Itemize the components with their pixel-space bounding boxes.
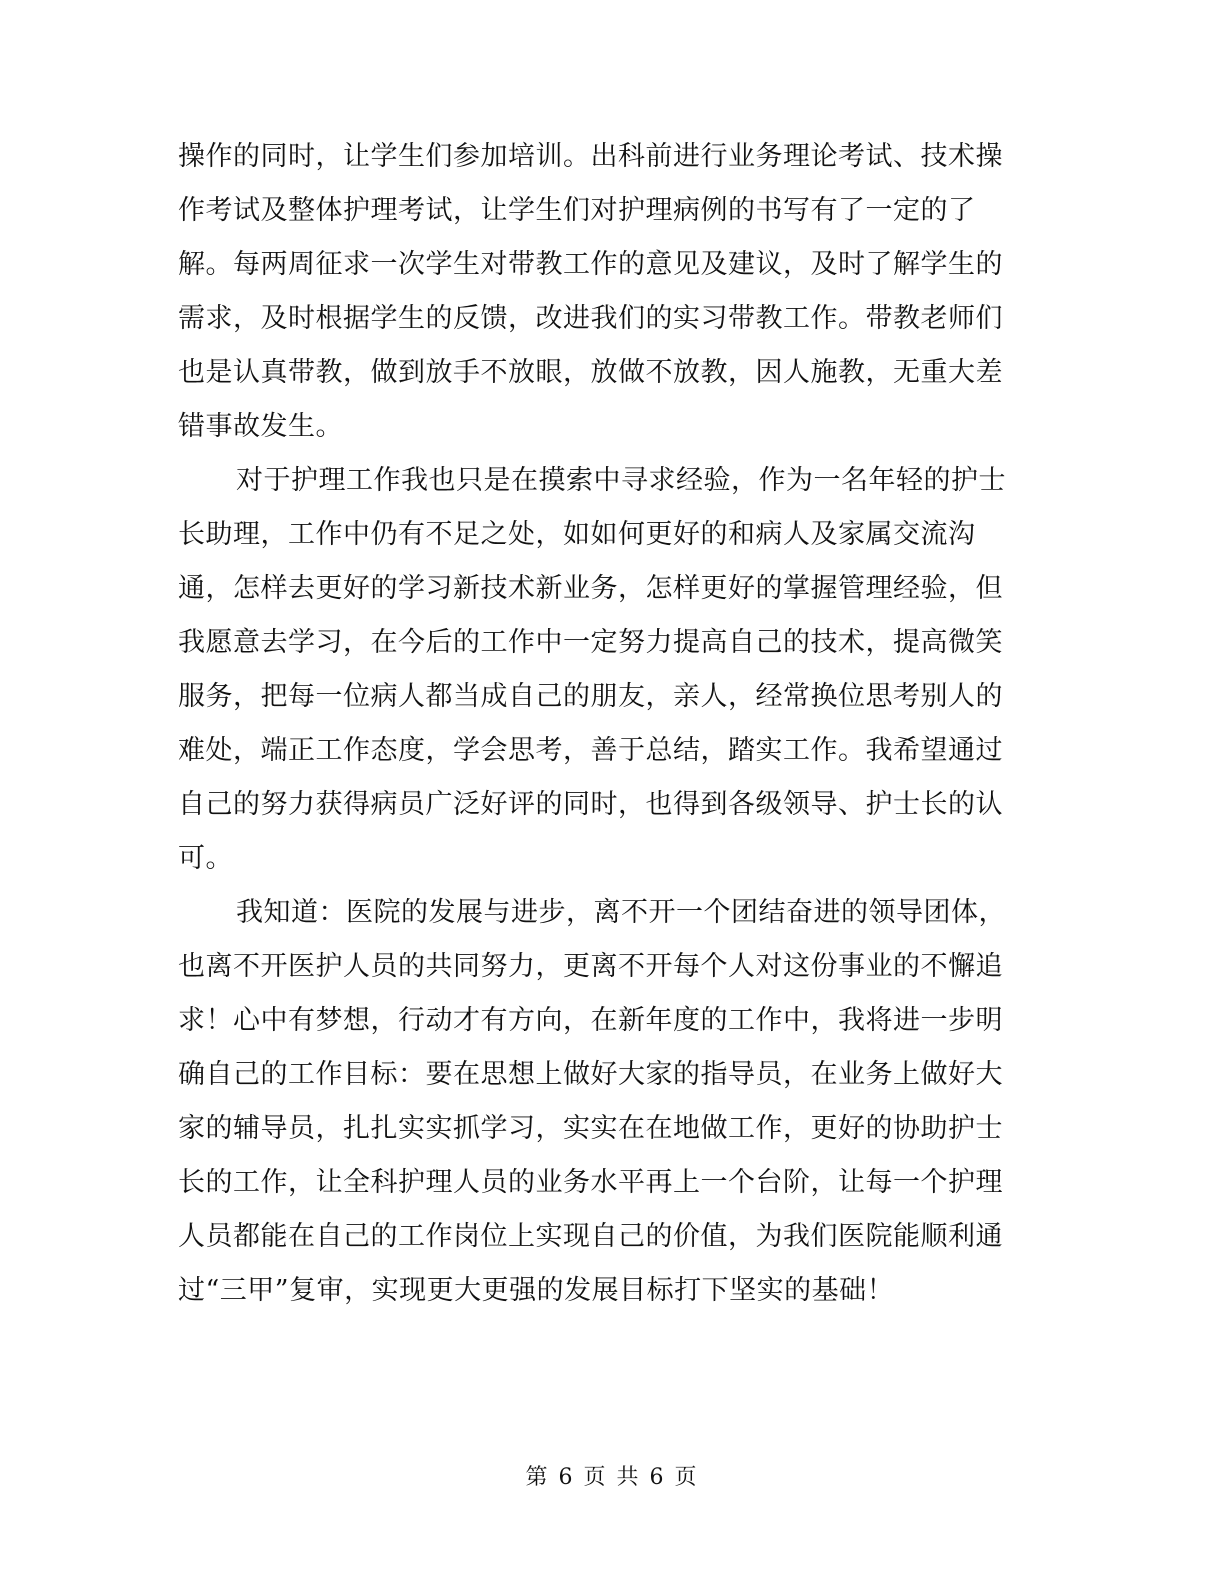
text-line: 可。	[178, 843, 233, 874]
text-line: 对于护理工作我也只是在摸索中寻求经验，作为一名年轻的护士	[236, 465, 1006, 496]
paragraph-3	[178, 886, 1018, 1318]
text-line: 服务，把每一位病人都当成自己的朋友，亲人，经常换位思考别人的	[178, 681, 1003, 712]
text-line: 长的工作，让全科护理人员的业务水平再上一个台阶，让每一个护理	[178, 1167, 1003, 1198]
text-line: 人员都能在自己的工作岗位上实现自己的价值，为我们医院能顺利通	[178, 1221, 1003, 1252]
text-line: 家的辅导员，扎扎实实抓学习，实实在在地做工作，更好的协助护士	[178, 1113, 1003, 1144]
text-line: 我愿意去学习，在今后的工作中一定努力提高自己的技术，提高微笑	[178, 627, 1003, 658]
page-number-footer: 第 6 页 共 6 页	[525, 1465, 699, 1490]
text-line: 长助理，工作中仍有不足之处，如如何更好的和病人及家属交流沟	[178, 519, 976, 550]
text-line: 自己的努力获得病员广泛好评的同时，也得到各级领导、护士长的认	[178, 789, 1003, 820]
text-line: 也离不开医护人员的共同努力，更离不开每个人对这份事业的不懈追	[178, 951, 1003, 982]
text-line: 错事故发生。	[178, 411, 343, 442]
paragraph-2	[178, 454, 1018, 886]
text-line: 我知道：医院的发展与进步，离不开一个团结奋进的领导团体，	[236, 897, 1006, 928]
text-line: 过“三甲”复审，实现更大更强的发展目标打下坚实的基础！	[178, 1275, 895, 1306]
text-line: 作考试及整体护理考试，让学生们对护理病例的书写有了一定的了	[178, 195, 976, 226]
text-line: 操作的同时，让学生们参加培训。出科前进行业务理论考试、技术操	[178, 141, 1003, 172]
text-line: 确自己的工作目标：要在思想上做好大家的指导员，在业务上做好大	[178, 1059, 1003, 1090]
text-line: 也是认真带教，做到放手不放眼，放做不放教，因人施教，无重大差	[178, 357, 1003, 388]
document-body	[178, 130, 1018, 1318]
text-line: 需求，及时根据学生的反馈，改进我们的实习带教工作。带教老师们	[178, 303, 1003, 334]
text-line: 通，怎样去更好的学习新技术新业务，怎样更好的掌握管理经验，但	[178, 573, 1003, 604]
text-line: 难处，端正工作态度，学会思考，善于总结，踏实工作。我希望通过	[178, 735, 1003, 766]
text-line: 求！心中有梦想，行动才有方向，在新年度的工作中，我将进一步明	[178, 1005, 1003, 1036]
paragraph-1	[178, 130, 1018, 454]
text-line: 解。每两周征求一次学生对带教工作的意见及建议，及时了解学生的	[178, 249, 1003, 280]
